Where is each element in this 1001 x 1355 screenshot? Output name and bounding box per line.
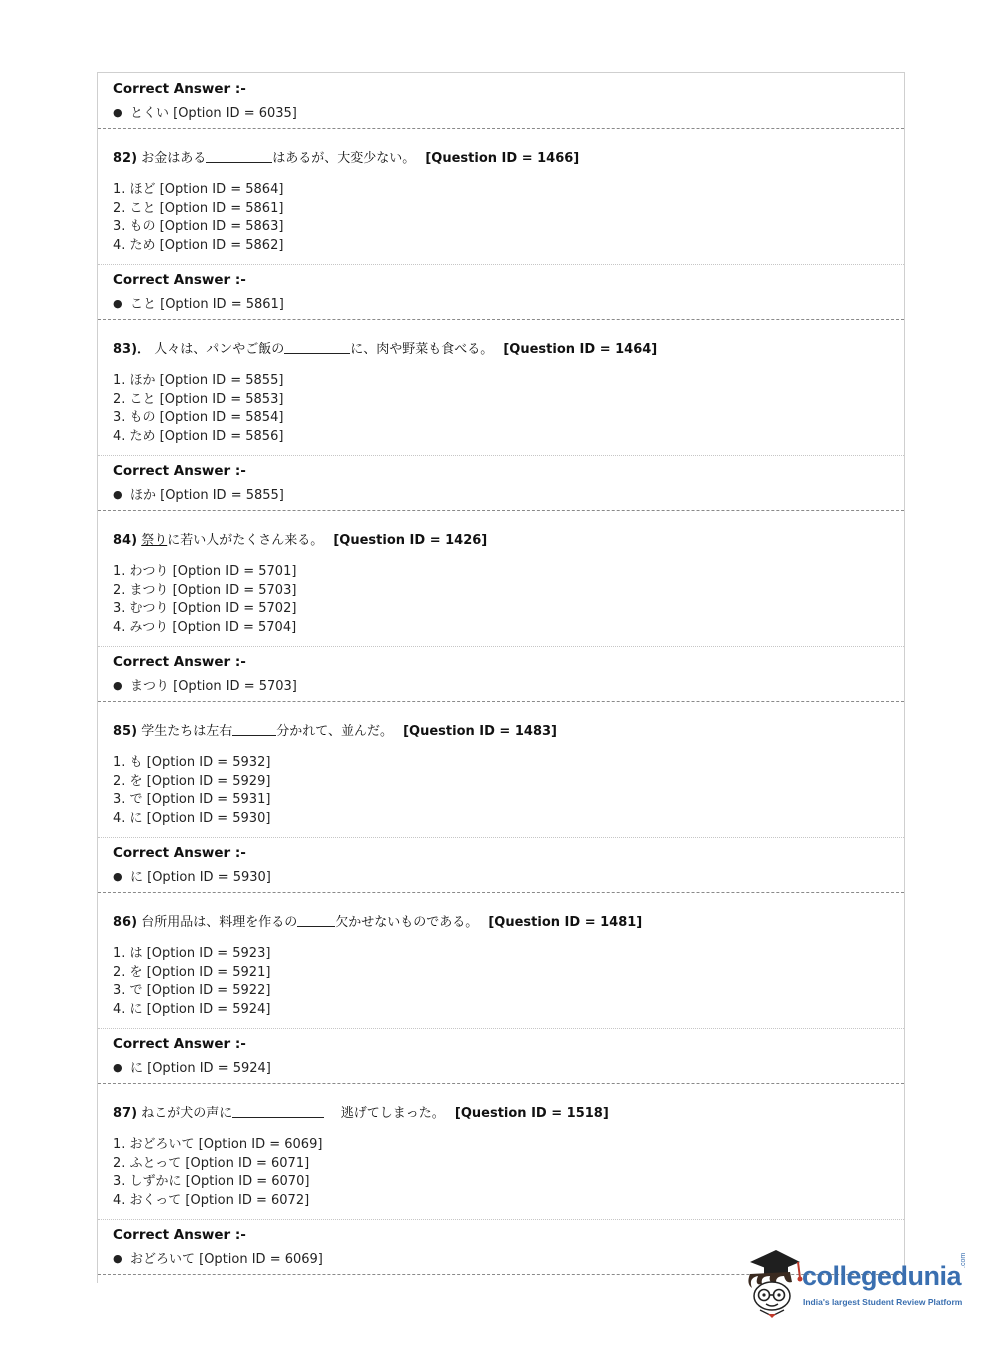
question-84 (113, 529, 487, 548)
option: 3. もの [Option ID = 5854] (113, 410, 284, 425)
question-text-post: 欠かせないものである。 (335, 915, 479, 930)
answer-divider (98, 837, 904, 838)
question-85 (113, 720, 557, 739)
option: 2. を [Option ID = 5929] (113, 774, 271, 789)
correct-answer-label: Correct Answer :- (113, 463, 246, 479)
correct-answer-label: Correct Answer :- (113, 1227, 246, 1243)
question-id: [Question ID = 1481] (488, 915, 643, 930)
question-text-pre: お金はある (141, 151, 207, 166)
option: 4. おくって [Option ID = 6072] (113, 1193, 310, 1208)
correct-answer-label: Correct Answer :- (113, 1036, 246, 1052)
option: 1. わつり [Option ID = 5701] (113, 564, 297, 579)
answer-blank (284, 341, 350, 354)
option: 2. ふとって [Option ID = 6071] (113, 1156, 310, 1171)
section-divider (98, 510, 904, 511)
bullet-icon: ● (113, 297, 123, 310)
correct-answer (113, 1248, 323, 1267)
option: 2. こと [Option ID = 5853] (113, 392, 284, 407)
correct-answer-label: Correct Answer :- (113, 845, 246, 861)
question-number: 83)． (113, 342, 151, 357)
brand-name: collegedunia (802, 1261, 962, 1291)
bullet-icon: ● (113, 106, 123, 119)
correct-answer (113, 484, 284, 503)
option: 3. むつり [Option ID = 5702] (113, 601, 297, 616)
bullet-icon: ● (113, 1252, 123, 1265)
correct-answer-text: こと [Option ID = 5861] (130, 297, 284, 312)
section-divider (98, 319, 904, 320)
correct-answer-text: に [Option ID = 5930] (130, 870, 271, 885)
option: 1. おどろいて [Option ID = 6069] (113, 1137, 323, 1152)
answer-divider (98, 455, 904, 456)
question-text-pre: 学生たちは左右 (141, 724, 233, 739)
brand-tagline: India's largest Student Review Platform (803, 1297, 963, 1307)
question-text-post: に、肉や野菜も食べる。 (350, 342, 494, 357)
section-divider (98, 1083, 904, 1084)
question-text-post: 逃げてしまった。 (340, 1106, 445, 1121)
option: 3. で [Option ID = 5931] (113, 792, 271, 807)
question-number: 84) (113, 533, 138, 548)
answer-divider (98, 264, 904, 265)
question-83 (113, 338, 657, 357)
correct-answer (113, 102, 297, 121)
question-number: 82) (113, 151, 138, 166)
question-text-pre: 台所用品は、料理を作るの (141, 915, 298, 930)
question-id: [Question ID = 1464] (503, 342, 658, 357)
question-number: 85) (113, 724, 138, 739)
correct-answer-text: おどろいて [Option ID = 6069] (130, 1252, 323, 1267)
mascot-icon (742, 1248, 804, 1318)
option: 4. みつり [Option ID = 5704] (113, 620, 297, 635)
option: 1. ほか [Option ID = 5855] (113, 373, 284, 388)
question-number: 86) (113, 915, 138, 930)
correct-answer (113, 675, 297, 694)
question-id: [Question ID = 1483] (403, 724, 557, 739)
option: 3. で [Option ID = 5922] (113, 983, 271, 998)
answer-divider (98, 1219, 904, 1220)
section-divider (98, 701, 904, 702)
question-87 (113, 1102, 609, 1121)
correct-answer-text: に [Option ID = 5924] (130, 1061, 271, 1076)
option: 3. もの [Option ID = 5863] (113, 219, 284, 234)
option: 1. も [Option ID = 5932] (113, 755, 271, 770)
brand-suffix: .com (960, 1252, 967, 1268)
option: 4. に [Option ID = 5930] (113, 811, 271, 826)
bullet-icon: ● (113, 488, 123, 501)
question-id: [Question ID = 1518] (454, 1106, 609, 1121)
option: 4. ため [Option ID = 5856] (113, 429, 284, 444)
answer-blank (232, 723, 276, 736)
correct-answer-label: Correct Answer :- (113, 272, 246, 288)
answer-divider (98, 1028, 904, 1029)
question-id: [Question ID = 1426] (333, 533, 488, 548)
answer-blank (232, 1105, 324, 1118)
question-text-post: 分かれて、並んだ。 (276, 724, 393, 739)
answer-blank (297, 914, 335, 927)
section-divider (98, 892, 904, 893)
option: 1. は [Option ID = 5923] (113, 946, 271, 961)
question-82 (113, 147, 579, 166)
bullet-icon: ● (113, 1061, 123, 1074)
question-underlined-word: 祭り (141, 533, 168, 548)
correct-answer-label: Correct Answer :- (113, 654, 246, 670)
question-text-post: はあるが、大変少ない。 (272, 151, 416, 166)
question-paper (97, 72, 905, 1283)
question-number: 87) (113, 1106, 138, 1121)
bullet-icon: ● (113, 870, 123, 883)
correct-answer (113, 293, 284, 312)
correct-answer-text: とくい [Option ID = 6035] (130, 106, 297, 121)
correct-answer-text: まつり [Option ID = 5703] (130, 679, 297, 694)
option: 4. に [Option ID = 5924] (113, 1002, 271, 1017)
option: 1. ほど [Option ID = 5864] (113, 182, 284, 197)
question-text-post: に若い人がたくさん来る。 (167, 533, 324, 548)
option: 2. まつり [Option ID = 5703] (113, 583, 297, 598)
answer-blank (206, 150, 272, 163)
question-id: [Question ID = 1466] (425, 151, 580, 166)
option: 2. を [Option ID = 5921] (113, 965, 271, 980)
bullet-icon: ● (113, 679, 123, 692)
correct-answer (113, 866, 271, 885)
option: 2. こと [Option ID = 5861] (113, 201, 284, 216)
section-divider (98, 128, 904, 129)
correct-answer (113, 1057, 271, 1076)
correct-answer-text: ほか [Option ID = 5855] (130, 488, 284, 503)
option: 3. しずかに [Option ID = 6070] (113, 1174, 310, 1189)
question-text-pre: 人々は、パンやご飯の (154, 342, 285, 357)
answer-divider (98, 646, 904, 647)
correct-answer-label: Correct Answer :- (113, 81, 246, 97)
question-86 (113, 911, 642, 930)
option: 4. ため [Option ID = 5862] (113, 238, 284, 253)
collegedunia-logo (742, 1248, 972, 1318)
question-text-pre: ねこが犬の声に (141, 1106, 233, 1121)
